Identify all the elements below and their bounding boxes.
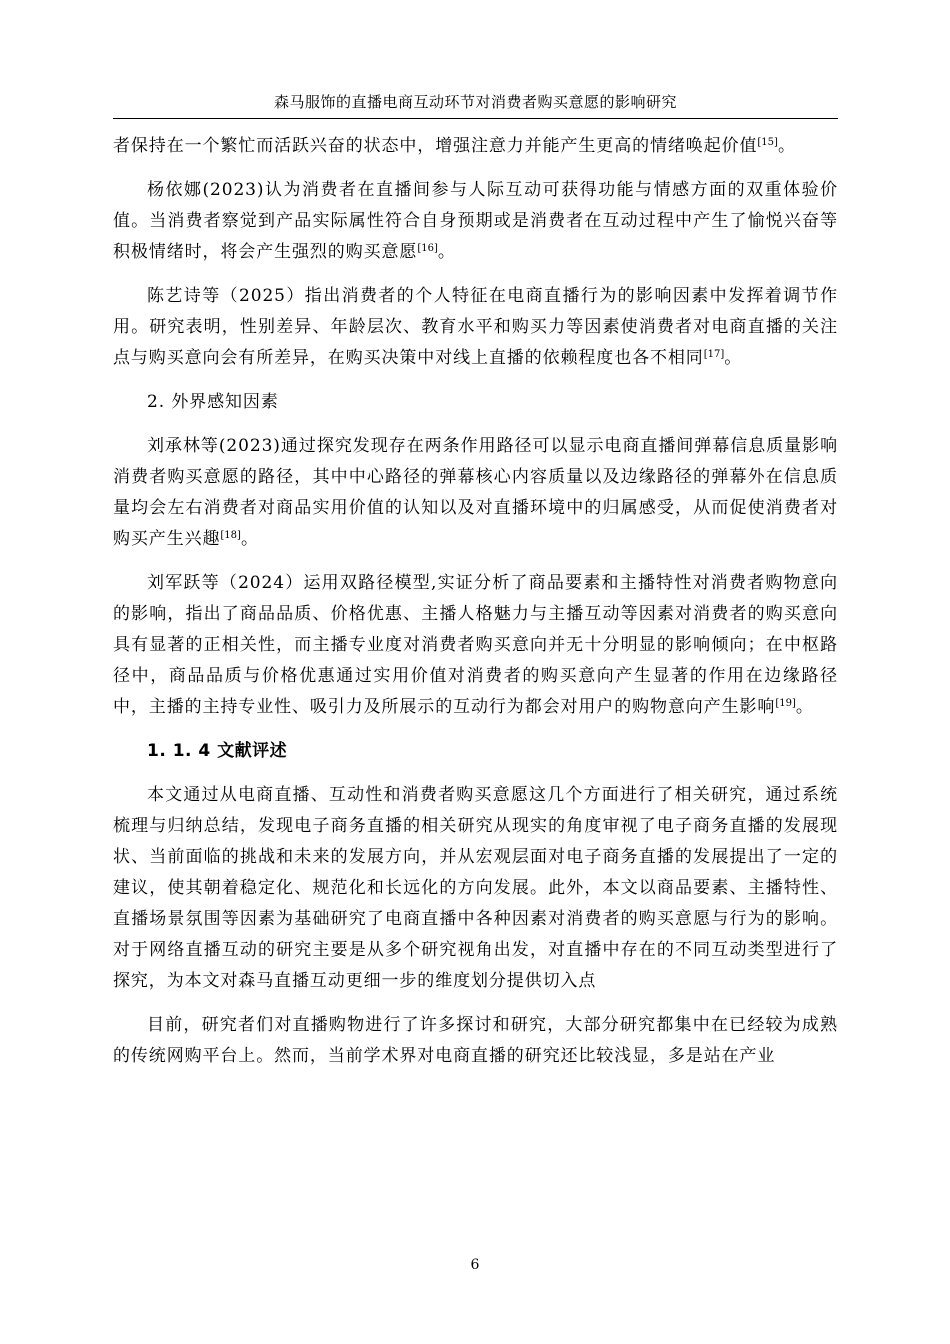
section-heading: 1. 1. 4 文献评述: [147, 741, 288, 761]
paragraph-text: 本文通过从电商直播、互动性和消费者购买意愿这几个方面进行了相关研究，通过系统梳理与归纳总结，发现电子商务直播的相关研究从现实的角度审视了电子商务直播的发展现状、当前面临的挑战和未来的发展方向，并从宏观层面对电子商务直播的发展提出了一定的建议，使其朝着稳定化、规范化和长远化的方向发展。此外，本文以商品要素、主播特性、直播场景氛围等因素为基础研究了电商直播中各种因素对消费者的购买意愿与行为的影响。对于网络直播互动的研究主要是从多个研究视角出发，对直播中存在的不同互动类型进行了探究，为本文对森马直播互动更细一步的维度划分提供切入点: [113, 785, 838, 991]
running-header: 森马服饰的直播电商互动环节对消费者购买意愿的影响研究: [273, 93, 677, 111]
paragraph-review: [113, 780, 838, 997]
paragraph-liu-junyue: [113, 568, 838, 723]
paragraph-end: 。: [724, 348, 743, 368]
list-item-external-factors: 2. 外界感知因素: [147, 392, 279, 412]
paragraph-text: 陈艺诗等（2025）指出消费者的个人特征在电商直播行为的影响因素中发挥着调节作用。研究表明，性别差异、年龄层次、教育水平和购买力等因素使消费者对电商直播的关注点与购买意向会有所差异，在购买决策中对线上直播的依赖程度也各不相同: [113, 286, 838, 368]
paragraph-end: 。: [777, 136, 796, 156]
header-rule: [113, 118, 838, 119]
citation-ref: [19]: [775, 698, 796, 709]
paragraph-chen: [113, 281, 838, 374]
paragraph-end: 。: [795, 697, 814, 717]
paragraph-text: 目前，研究者们对直播购物进行了许多探讨和研究，大部分研究都集中在已经较为成熟的传统网购平台上。然而，当前学术界对电商直播的研究还比较浅显，多是站在产业: [113, 1015, 838, 1066]
citation-ref: [16]: [417, 243, 438, 254]
paragraph-text: 者保持在一个繁忙而活跃兴奋的状态中，增强注意力并能产生更高的情绪唤起价值: [113, 136, 758, 156]
page-number: 6: [470, 1257, 480, 1273]
paragraph-end: 。: [240, 529, 259, 549]
paragraph-yang: [113, 175, 838, 268]
citation-ref: [15]: [757, 137, 778, 148]
paragraph-end: 。: [437, 242, 456, 262]
citation-ref: [17]: [703, 349, 725, 360]
paragraph-continuation: [113, 131, 838, 162]
paragraph-liu-chenglin: [113, 431, 838, 555]
paragraph-current-research: [113, 1010, 838, 1072]
page-body: [113, 131, 838, 1072]
paragraph-text: 刘军跃等（2024）运用双路径模型,实证分析了商品要素和主播特性对消费者购物意向的影响，指出了商品品质、价格优惠、主播人格魅力与主播互动等因素对消费者的购买意向具有显著的正相关性，而主播专业度对消费者购买意向并无十分明显的影响倾向；在中枢路径中，商品品质与价格优惠通过实用价值对消费者的购买意向产生显著的作用在边缘路径中，主播的主持专业性、吸引力及所展示的互动行为都会对用户的购物意向产生影响: [113, 573, 838, 717]
paragraph-text: 刘承林等(2023)通过探究发现存在两条作用路径可以显示电商直播间弹幕信息质量影响消费者购买意愿的路径，其中中心路径的弹幕核心内容质量以及边缘路径的弹幕外在信息质量均会左右消费者对商品实用价值的认知以及对直播环境中的归属感受，从而促使消费者对购买产生兴趣: [113, 436, 838, 549]
paragraph-text: 杨依娜(2023)认为消费者在直播间参与人际互动可获得功能与情感方面的双重体验价值。当消费者察觉到产品实际属性符合自身预期或是消费者在互动过程中产生了愉悦兴奋等积极情绪时，将会产生强烈的购买意愿: [113, 180, 838, 262]
citation-ref: [18]: [220, 530, 241, 541]
